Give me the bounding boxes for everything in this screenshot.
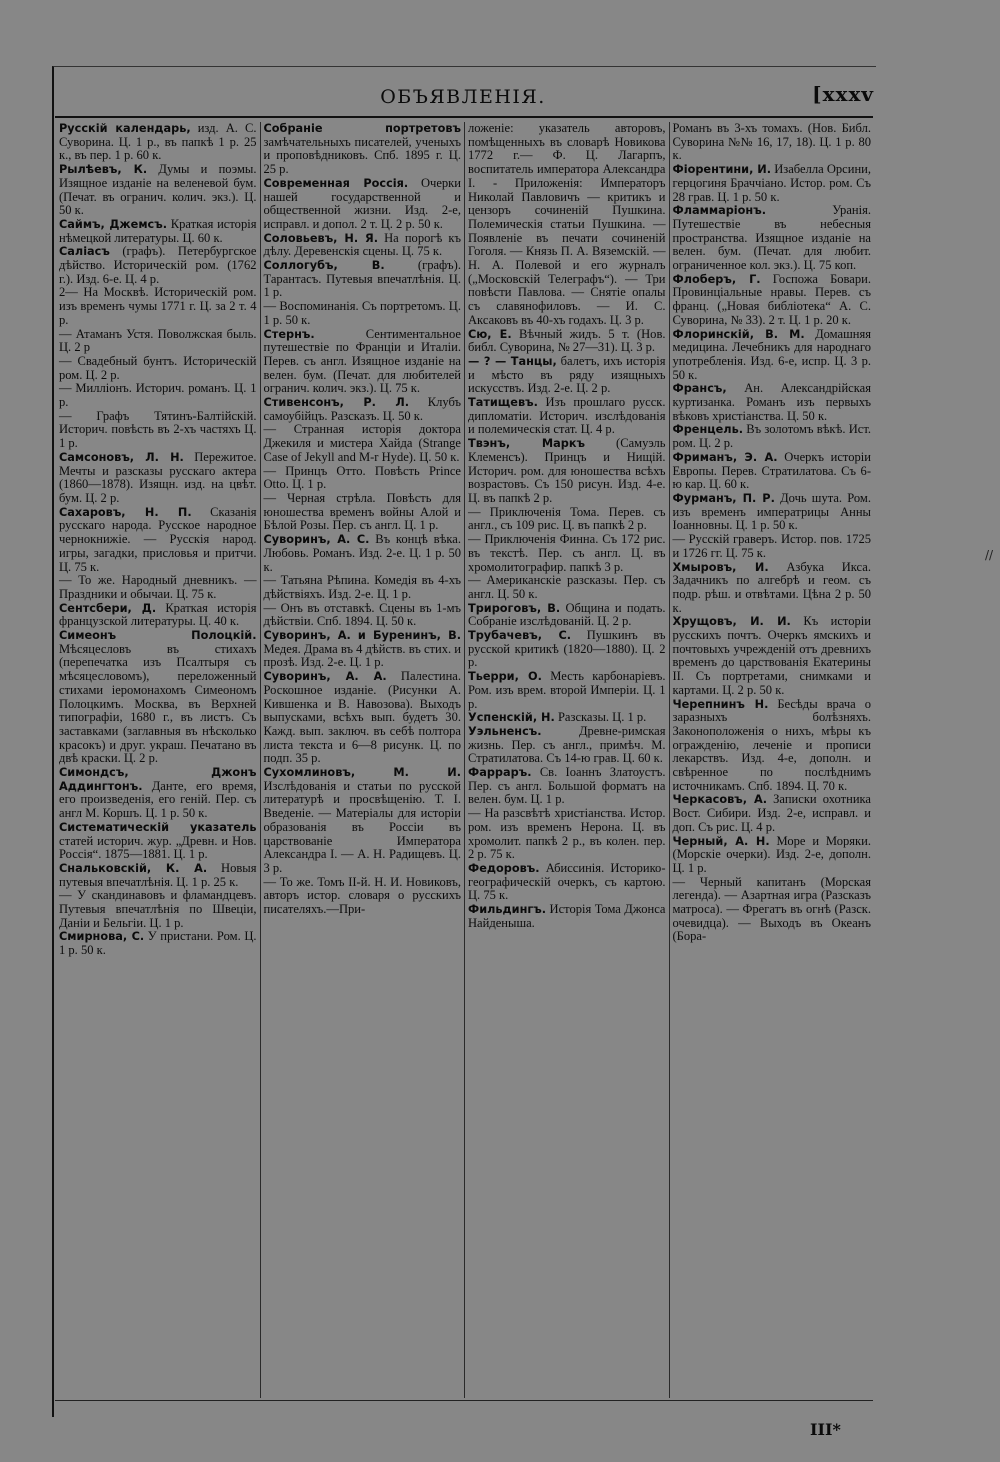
entry-headword: Сухомлиновъ, М. И. <box>263 766 461 780</box>
entry-text: — Атаманъ Устя. Поволжская быль. Ц. 2 р <box>59 326 257 355</box>
entry-text: Романъ въ 3-хъ томахъ. (Нов. Библ. Суворина №№ 16, 17, 18). Ц. 1 р. 80 к. <box>672 122 871 163</box>
entry-text: — На разсвѣтѣ христіанства. Истор. ром. изъ временъ Нерона. Ц. въ хромолит. папкѣ 2 р., въ колен. пер. 2 р. 75 к. <box>468 806 666 862</box>
entry-text: — Милліонъ. Историч. романъ. Ц. 1 р. <box>59 381 257 410</box>
entry-text: Община и подать. Собраніе изслѣдованій. Ц. 2 р. <box>468 600 666 629</box>
listing-entry <box>59 930 257 957</box>
entry-text: Сентиментальное путешествіе по Франціи и Италіи. Перев. съ англ. Изящное изданіе на велен. бум. (Печат. для любителей огранич. колич. экз.). Ц. 75 к. <box>263 326 461 396</box>
listing-entry <box>468 725 666 766</box>
entry-headword: Сю, Е. <box>468 327 512 341</box>
listing-entry <box>468 437 666 506</box>
listing-entry <box>673 561 872 616</box>
listing-entry <box>264 465 462 492</box>
entry-headword: Соловьевъ, Н. Я. <box>263 231 378 245</box>
entry-text: Данте, его время, его произведенія, его геній. Пер. съ англ М. Коршъ. Ц. 1 р. 50 к. <box>59 778 257 821</box>
listing-entry <box>59 506 257 575</box>
listing-entry <box>673 163 872 204</box>
listing-entry <box>59 286 257 327</box>
entry-text: Въ концѣ вѣка. Любовь. Романъ. Изд. 2-е. Ц. 1 р. 50 к. <box>263 532 462 574</box>
entry-text: Палестина. Роскошное изданіе. (Рисунки А. Кившенка и В. Навозова). Выходъ выпусками, всѣхъ вып. будетъ 30. Кажд. вып. заключ. въ себѣ полтора листа текста и 6—8 рисунк. Ц. по подп. 35 р. <box>263 669 461 766</box>
entry-headword: Черкасовъ, А. <box>672 793 768 807</box>
entry-text: — То же. Томъ II-й. Н. И. Новиковъ, авторъ истор. словаря о русскихъ писателяхъ.—При- <box>263 874 461 917</box>
entry-text: статей историч. жур. „Древн. и Нов. Россія“. 1875—1881. Ц. 1 р. <box>59 833 257 862</box>
entry-headword: Симондсъ, Джонъ Аддингтонъ. <box>59 766 257 793</box>
entry-headword: Федоровъ. <box>468 861 540 875</box>
listing-entry <box>264 670 462 766</box>
listing-entry <box>59 218 257 245</box>
entry-text: Пережитое. Мечты и разсказы русскаго актера (1860—1878). Изящн. изд. на цвѣт. бум. Ц. 2 р. <box>59 449 257 505</box>
listing-entry <box>59 451 257 506</box>
listing-entry <box>59 629 257 766</box>
entry-text: Записки охотника Вост. Сибири. Изд. 2-е, исправл. и доп. Съ рис. Ц. 4 р. <box>672 792 872 834</box>
entry-text: Мѣсяцесловъ въ стихахъ (перепечатка изъ Псалтыря съ мѣсяцесловомъ), переложенный стихами іеромонахомъ Симеономъ Полоцкимъ. Москва, въ Верхней типографіи, 1680 г., въ листъ. Съ заставками (заглавныя въ нѣсколько красокъ) и друг. украш. Печатано въ двѣ краски. Ц. 2 р. <box>59 641 257 766</box>
entry-headword: Современная Россія. <box>263 176 409 190</box>
entry-text: Азбука Икса. Задачникъ по алгебрѣ и геом. съ подр. рѣш. и отвѣтами. Цѣна 2 р. 50 к. <box>672 559 871 615</box>
listing-entry <box>59 355 257 382</box>
entry-headword: Сахаровъ, Н. П. <box>59 505 192 519</box>
entry-headword: Флоберъ, Г. <box>672 272 761 286</box>
margin-mark: // <box>985 548 994 562</box>
entry-text: Домашняя медицина. Лечебникъ для народнаго употребленія. Изд. 6-е, испр. Ц. 3 р. 50 к. <box>672 326 872 382</box>
entry-text: — Воспоминанія. Съ портретомъ. Ц. 1 р. 50 к. <box>263 299 461 327</box>
entry-headword: Русскій календарь, <box>59 122 191 135</box>
listing-entry <box>468 766 666 807</box>
entry-headword: Фламмаріонъ. <box>672 204 766 218</box>
entry-headword: Черный, А. Н. <box>672 834 770 848</box>
listing-entry <box>264 396 462 423</box>
entry-text: Море и Моряки. (Морскіе очерки). Изд. 2-е, дополн. Ц. 1 р. <box>672 833 871 875</box>
listing-entry <box>59 245 257 286</box>
entry-text: Клубъ самоубійцъ. Разсказъ. Ц. 50 к. <box>263 395 462 423</box>
entry-text: (графъ). Петербургское дѣйство. Историческій ром. (1762 г.). Изд. 6-е. Ц. 4 р. <box>59 244 257 286</box>
entry-text: Дочь шута. Ром. изъ временъ императрицы Анны Іоанновны. Ц. 1 р. 50 к. <box>672 490 872 533</box>
entry-headword: Хрущовъ, И. И. <box>672 615 791 629</box>
entry-text: Краткая исторія французской литературы. Ц. 40 к. <box>59 600 257 629</box>
entry-text: балетъ, ихъ исторія и мѣсто въ ряду изящныхъ искусствъ. Изд. 2-е. Ц. 2 р. <box>468 353 666 396</box>
entry-headword: Хмыровъ, И. <box>672 560 769 574</box>
running-head <box>52 80 874 114</box>
entry-headword: Сентсбери, Д. <box>59 601 157 615</box>
entry-text: Бесѣды врача о заразныхъ болѣзняхъ. Законоположенія о нихъ, мѣры къ огражденію, леченіе и прописи лекарствъ. Изд. 4-е, дополн. и свѣренное по послѣднимъ источникамъ. Спб. 1894. Ц. 70 к. <box>672 696 871 793</box>
entry-text: На порогѣ къ дѣлу. Деревенскія сцены. Ц. 75 к. <box>263 230 462 259</box>
listing-entry <box>264 232 462 259</box>
listing-entry <box>468 670 666 711</box>
entry-text: Св. Іоаннъ Златоустъ. Пер. съ англ. Большой форматъ на велен. бум. Ц. 1 р. <box>468 765 666 807</box>
listing-entry <box>59 889 257 930</box>
entry-text: Уранія. Путешествіе въ небесныя пространства. Изящное изданіе на велен. бум. (Печат. для любит. ограниченное кол. экз.). Ц. 75 коп. <box>672 203 871 273</box>
entry-text: — Черная стрѣла. Повѣсть для юношества временъ войны Алой и Бѣлой Розы. Пер. съ англ. Ц. 1 р. <box>263 490 461 533</box>
column-3 <box>465 122 670 1398</box>
listing-entry <box>673 533 872 560</box>
footer-rule <box>55 1400 873 1401</box>
entry-headword: Уэльненсъ. <box>468 724 542 738</box>
entry-text: Ан. Александрійская куртизанка. Романъ изъ первыхъ вѣковъ христіанства. Ц. 50 к. <box>672 381 871 423</box>
entry-text: замѣчательныхъ писателей, ученыхъ и проповѣдниковъ. Спб. 1895 г. Ц. 25 р. <box>263 134 461 177</box>
listing-entry <box>264 177 462 232</box>
listing-entry <box>264 533 462 574</box>
entry-headword: Саліасъ <box>59 245 110 259</box>
listing-entry <box>264 876 462 917</box>
listing-entry <box>673 328 872 383</box>
page-number: [xxxv <box>812 82 874 106</box>
entry-headword: Фурманъ, П. Р. <box>672 491 775 505</box>
listing-entry <box>264 602 462 629</box>
entry-headword: Снальковскій, К. А. <box>59 861 208 875</box>
listing-entry <box>468 533 666 574</box>
entry-text: изд. А. С. Суворина. Ц. 1 р., въ папкѣ 1 р. 25 к., въ пер. 1 р. 60 к. <box>59 122 257 163</box>
listing-entry <box>59 574 257 601</box>
listing-entry <box>59 328 257 355</box>
listing-entry <box>468 629 666 670</box>
entry-text: Очеркъ исторіи Европы. Перев. Стратилатова. Съ 6-ю кар. Ц. 60 к. <box>672 449 871 492</box>
entry-headword: Саймъ, Джемсъ. <box>59 217 168 231</box>
entry-text: — Графъ Тятинъ-Балтійскій. Историч. повѣсть въ 2-хъ частяхъ Ц. 1 р. <box>59 408 257 451</box>
entry-text: Изъ прошлаго русск. дипломатіи. Историч. изслѣдованія и полемическія стат. Ц. 4 р. <box>468 395 666 437</box>
entry-text: Новыя путевыя впечатлѣнія. Ц. 1 р. 25 к. <box>59 860 257 889</box>
listing-entry <box>264 300 462 327</box>
listing-entry <box>59 163 257 218</box>
entry-headword: Систематическій указатель <box>59 820 257 834</box>
listing-entry <box>673 615 872 697</box>
listing-entry <box>264 122 462 177</box>
listing-entry <box>673 451 872 492</box>
entry-headword: Суворинъ, А. С. <box>263 533 370 547</box>
advertisement-columns <box>56 122 874 1398</box>
entry-text: Пушкинъ въ русской критикѣ (1820—1880). Ц. 2 р. <box>468 628 666 670</box>
listing-entry <box>264 629 462 670</box>
entry-text: Изслѣдованія и статьи по русской литературѣ и просвѣщенію. Т. I. Введеніе. — Матеріалы для исторіи образованія въ Россіи въ царствованіе Императора Александра I. — А. Н. Радищевъ. Ц. 3 р. <box>263 778 461 875</box>
entry-headword: Суворинъ, А. и Буренинъ, В. <box>263 629 461 643</box>
header-rule <box>55 116 873 118</box>
listing-entry <box>59 862 257 889</box>
entry-text: Краткая исторія нѣмецкой литературы. Ц. 60 к. <box>59 216 257 245</box>
listing-entry <box>59 766 257 821</box>
entry-headword: Фарраръ. <box>468 766 532 780</box>
entry-text: Древне-римская жизнь. Пер. съ англ., примѣч. М. Стратилатова. Съ 14-ю грав. Ц. 60 к. <box>468 723 666 766</box>
entry-text: Изабелла Орсини, герцогиня Браччіано. Истор. ром. Съ 28 грав. Ц. 1 р. 50 к. <box>672 162 872 204</box>
listing-entry <box>673 122 872 163</box>
entry-text: — Американскіе разсказы. Пер. съ англ. Ц. 50 к. <box>468 573 666 601</box>
entry-text: — Странная исторія доктора Джекиля и мистера Хайда (Strange Case of Jekyll and M-r Hyde). Ц. 50 к. <box>263 422 461 464</box>
entry-headword: Суворинъ, А. А. <box>263 670 387 684</box>
entry-headword: Фриманъ, Э. А. <box>672 450 778 464</box>
listing-entry <box>468 807 666 862</box>
entry-headword: Собраніе портретовъ <box>263 122 461 135</box>
listing-entry <box>468 574 666 601</box>
listing-entry <box>468 396 666 437</box>
entry-text: — Онъ въ отставкѣ. Сцены въ 1-мъ дѣйствіи. Спб. 1894. Ц. 50 к. <box>263 600 461 629</box>
listing-entry <box>673 382 872 423</box>
entry-headword: Френцель. <box>672 423 744 437</box>
entry-headword: Успенскій, Н. <box>468 711 555 725</box>
entry-headword: Тьерри, О. <box>468 670 542 684</box>
column-1 <box>56 122 261 1398</box>
entry-text: — Черный капитанъ (Морская легенда). — Азартная игра (Разсказъ матроса). — Фрегатъ въ огнѣ (Разск. очевидца). — Выходъ въ Океанъ (Бора- <box>672 874 871 944</box>
listing-entry <box>468 355 666 396</box>
entry-text: ложеніе: указатель авторовъ, помѣщенныхъ въ словарѣ Новикова 1772 г.— Ф. Ц. Лагарпъ, воспитатель императора Александра I. - Приложенія: Императоръ Николай Павловичъ — критикъ и цензоръ сочиненій Пушкина. Полемическія статьи Пушкина. — Появленіе въ печати сочиненій Гоголя. — Князь П. А. Вяземскій. — Н. А. Полевой и его журналъ („Московскій Телеграфъ“). — Три повѣсти Павлова. — Снятіе опалы съ славянофиловъ. — И. С. Аксаковъ въ 40-хъ годахъ. Ц. 3 р. <box>468 122 666 327</box>
listing-entry <box>264 328 462 397</box>
entry-text: Думы и поэмы. Изящное изданіе на веленевой бум. (Печат. въ огранич. колич. экз.). Ц. 50 к. <box>59 162 257 218</box>
entry-text: Въ золотомъ вѣкѣ. Ист. ром. Ц. 2 р. <box>672 422 872 451</box>
listing-entry <box>264 492 462 533</box>
entry-text: (Самуэль Клеменсъ). Принцъ и Нищій. Историч. ром. для юношества всѣхъ возрастовъ. Съ 150 рисун. Изд. 4-е. Ц. въ папкѣ 2 р. <box>468 436 666 505</box>
listing-entry <box>264 766 462 876</box>
listing-entry <box>673 793 872 834</box>
entry-headword: Фіорентини, И. <box>672 163 772 177</box>
column-2 <box>261 122 466 1398</box>
entry-headword: Стивенсонъ, Р. Л. <box>263 396 410 410</box>
listing-entry <box>59 410 257 451</box>
entry-text: Къ исторіи русскихъ почтъ. Очеркъ ямскихъ и почтовыхъ учрежденій отъ древнихъ временъ до царствованія Екатерины II. Съ портретами, снимками и картами. Ц. 2 р. 50 к. <box>672 614 871 697</box>
entry-text: У пристани. Ром. Ц. 1 р. 50 к. <box>59 929 257 958</box>
entry-headword: Франсъ, <box>672 382 727 396</box>
entry-headword: Симеонъ Полоцкій. <box>59 629 257 643</box>
listing-entry <box>468 328 666 355</box>
entry-headword: Фильдингъ. <box>468 903 547 917</box>
entry-text: — У скандинавовъ и фламандцевъ. Путевыя впечатлѣнія по Швеціи, Даніи и Бельгіи. Ц. 1 р. <box>59 888 257 930</box>
entry-headword: Рылѣевъ, К. <box>59 163 148 177</box>
entry-text: Абиссинія. Историко-географическій очеркъ, съ картою. Ц. 75 к. <box>468 860 666 903</box>
entry-text: Исторія Тома Джонса Найденыша. <box>468 902 666 930</box>
entry-text: — То же. Народный дневникъ. — Праздники и обычаи. Ц. 75 к. <box>59 573 257 601</box>
entry-headword: Трироговъ, В. <box>468 601 561 615</box>
entry-text: — Приключенія Финна. Съ 172 рис. въ текстѣ. Пер. съ англ. Ц. въ хромолитографир. папкѣ 3 р. <box>468 532 666 574</box>
entry-text: Госпожа Бовари. Провинціальные нравы. Перев. съ франц. („Новая библіотека“ А. С. Суворина, № 33). 2 т. Ц. 1 р. 20 к. <box>672 271 871 327</box>
listing-entry <box>264 423 462 464</box>
entry-headword: Флоринскій, В. М. <box>672 327 805 341</box>
listing-entry <box>59 821 257 862</box>
entry-text: Сказанія русскаго народа. Русское народное чернокнижіе. — Русскія народ. игры, загадки, присловья и притчи. Ц. 75 к. <box>59 504 257 574</box>
entry-headword: Черепнинъ Н. <box>672 697 769 711</box>
entry-text: — Татьяна Рѣпина. Комедія въ 4-хъ дѣйствіяхъ. Изд. 2-е. Ц. 1 р. <box>263 573 461 601</box>
listing-entry <box>468 506 666 533</box>
entry-text: Очерки нашей государственной и общественной жизни. Изд. 2-е, исправл. и допол. 2 т. Ц. 2 р. 50 к. <box>263 175 461 231</box>
listing-entry <box>264 574 462 601</box>
entry-text: Разсказы. Ц. 1 р. <box>557 710 647 725</box>
entry-text: — Русскій граверъ. Истор. пов. 1725 и 1726 гг. Ц. 75 к. <box>672 532 871 560</box>
entry-headword: — ? — Танцы, <box>468 354 557 368</box>
listing-entry <box>673 204 872 273</box>
entry-text: — Принцъ Отто. Повѣсть Prince Otto. Ц. 1 р. <box>263 463 461 492</box>
listing-entry <box>59 602 257 629</box>
entry-headword: Твэнъ, Маркъ <box>468 437 586 451</box>
listing-entry <box>673 876 872 945</box>
listing-entry <box>59 122 257 163</box>
entry-text: — Приключенія Тома. Перев. съ англ., съ 109 рис. Ц. въ папкѣ 2 р. <box>468 504 666 533</box>
entry-headword: Смирнова, С. <box>59 930 145 944</box>
listing-entry <box>468 602 666 629</box>
entry-text: — Свадебный бунтъ. Историческій ром. Ц. 2 р. <box>59 353 257 382</box>
column-4 <box>670 122 875 1398</box>
listing-entry <box>673 835 872 876</box>
entry-text: Медея. Драма въ 4 дѣйств. въ стих. и прозѣ. Изд. 2-е. Ц. 1 р. <box>263 641 461 670</box>
entry-text: Месть карбонаріевъ. Ром. изъ врем. второй Имперіи. Ц. 1 р. <box>468 669 666 711</box>
listing-entry <box>468 711 666 725</box>
listing-entry <box>264 259 462 300</box>
signature-mark: III* <box>810 1420 841 1439</box>
entry-headword: Трубачевъ, С. <box>468 629 572 643</box>
entry-text: (графъ). Тарантасъ. Путевыя впечатлѣнія. Ц. 1 р. <box>263 258 461 300</box>
listing-entry <box>673 423 872 450</box>
entry-headword: Самсоновъ, Л. Н. <box>59 450 184 464</box>
listing-entry <box>59 382 257 409</box>
listing-entry <box>468 122 666 328</box>
entry-text: 2— На Москвѣ. Историческій ром. изъ временъ чумы 1771 г. Ц. за 2 т. 4 р. <box>59 285 257 327</box>
entry-text: Вѣчный жидъ. 5 т. (Нов. библ. Суворина, № 27—31). Ц. 3 р. <box>468 326 666 355</box>
listing-entry <box>673 273 872 328</box>
page-title: ОБЪЯВЛЕНІЯ. <box>380 86 546 108</box>
entry-headword: Стернъ. <box>263 327 315 341</box>
listing-entry <box>673 492 872 533</box>
entry-headword: Соллогубъ, В. <box>263 259 385 273</box>
listing-entry <box>468 862 666 903</box>
entry-headword: Татищевъ. <box>468 396 538 410</box>
listing-entry <box>468 903 666 930</box>
listing-entry <box>673 698 872 794</box>
